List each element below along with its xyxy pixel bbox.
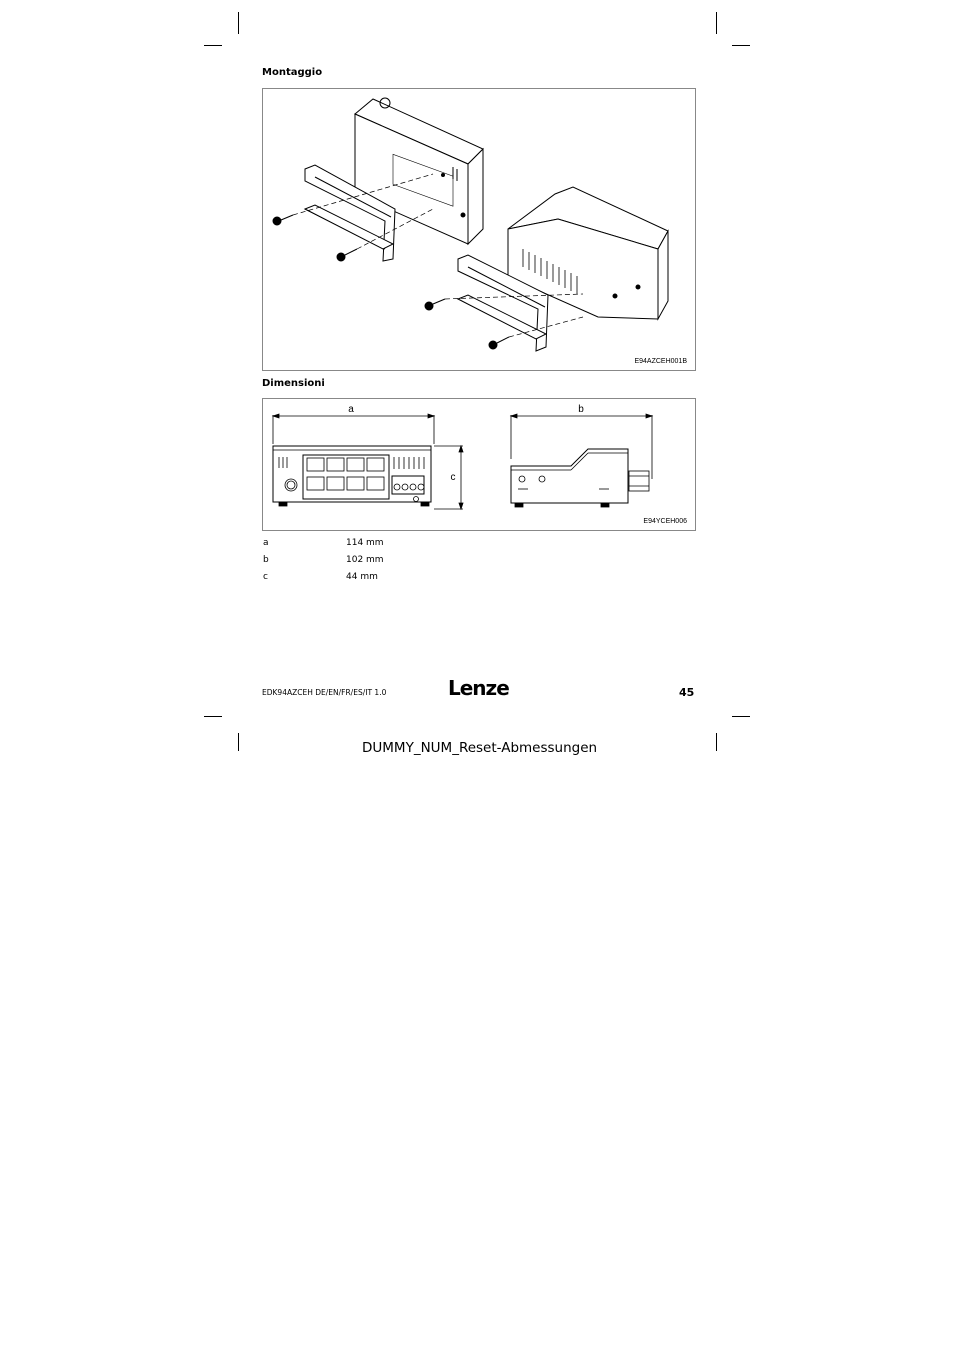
dimension-value: 114 mm bbox=[346, 538, 384, 548]
dimension-value: 44 mm bbox=[346, 572, 378, 582]
dim-label-b: b bbox=[578, 404, 584, 415]
mounting-illustration bbox=[263, 89, 695, 370]
dim-label-a: a bbox=[348, 404, 354, 415]
crop-mark bbox=[716, 733, 717, 751]
dim-label-c: c bbox=[450, 472, 456, 483]
dimensions-drawing bbox=[263, 399, 695, 530]
dimension-value: 102 mm bbox=[346, 555, 384, 565]
crop-mark bbox=[732, 716, 750, 717]
dimension-key: c bbox=[263, 572, 268, 582]
dimension-key: b bbox=[263, 555, 269, 565]
document-id: EDK94AZCEH DE/EN/FR/ES/IT 1.0 bbox=[262, 688, 387, 697]
crop-mark bbox=[204, 45, 222, 46]
crop-mark bbox=[732, 45, 750, 46]
mounting-figure bbox=[262, 88, 696, 371]
dimension-key: a bbox=[263, 538, 269, 548]
section-heading-montaggio: Montaggio bbox=[262, 67, 323, 78]
crop-mark bbox=[238, 12, 239, 34]
section-heading-dimensioni: Dimensioni bbox=[262, 378, 325, 389]
crop-mark bbox=[204, 716, 222, 717]
page-number: 45 bbox=[679, 686, 695, 699]
crop-mark bbox=[716, 12, 717, 34]
figure-code: E94YCEH006 bbox=[643, 518, 687, 525]
figure-code: E94AZCEH001B bbox=[634, 358, 687, 365]
dimensions-figure bbox=[262, 398, 696, 531]
lenze-logo: Lenze bbox=[448, 676, 509, 700]
crop-mark bbox=[238, 733, 239, 751]
bottom-label: DUMMY_NUM_Reset-Abmessungen bbox=[362, 740, 598, 756]
